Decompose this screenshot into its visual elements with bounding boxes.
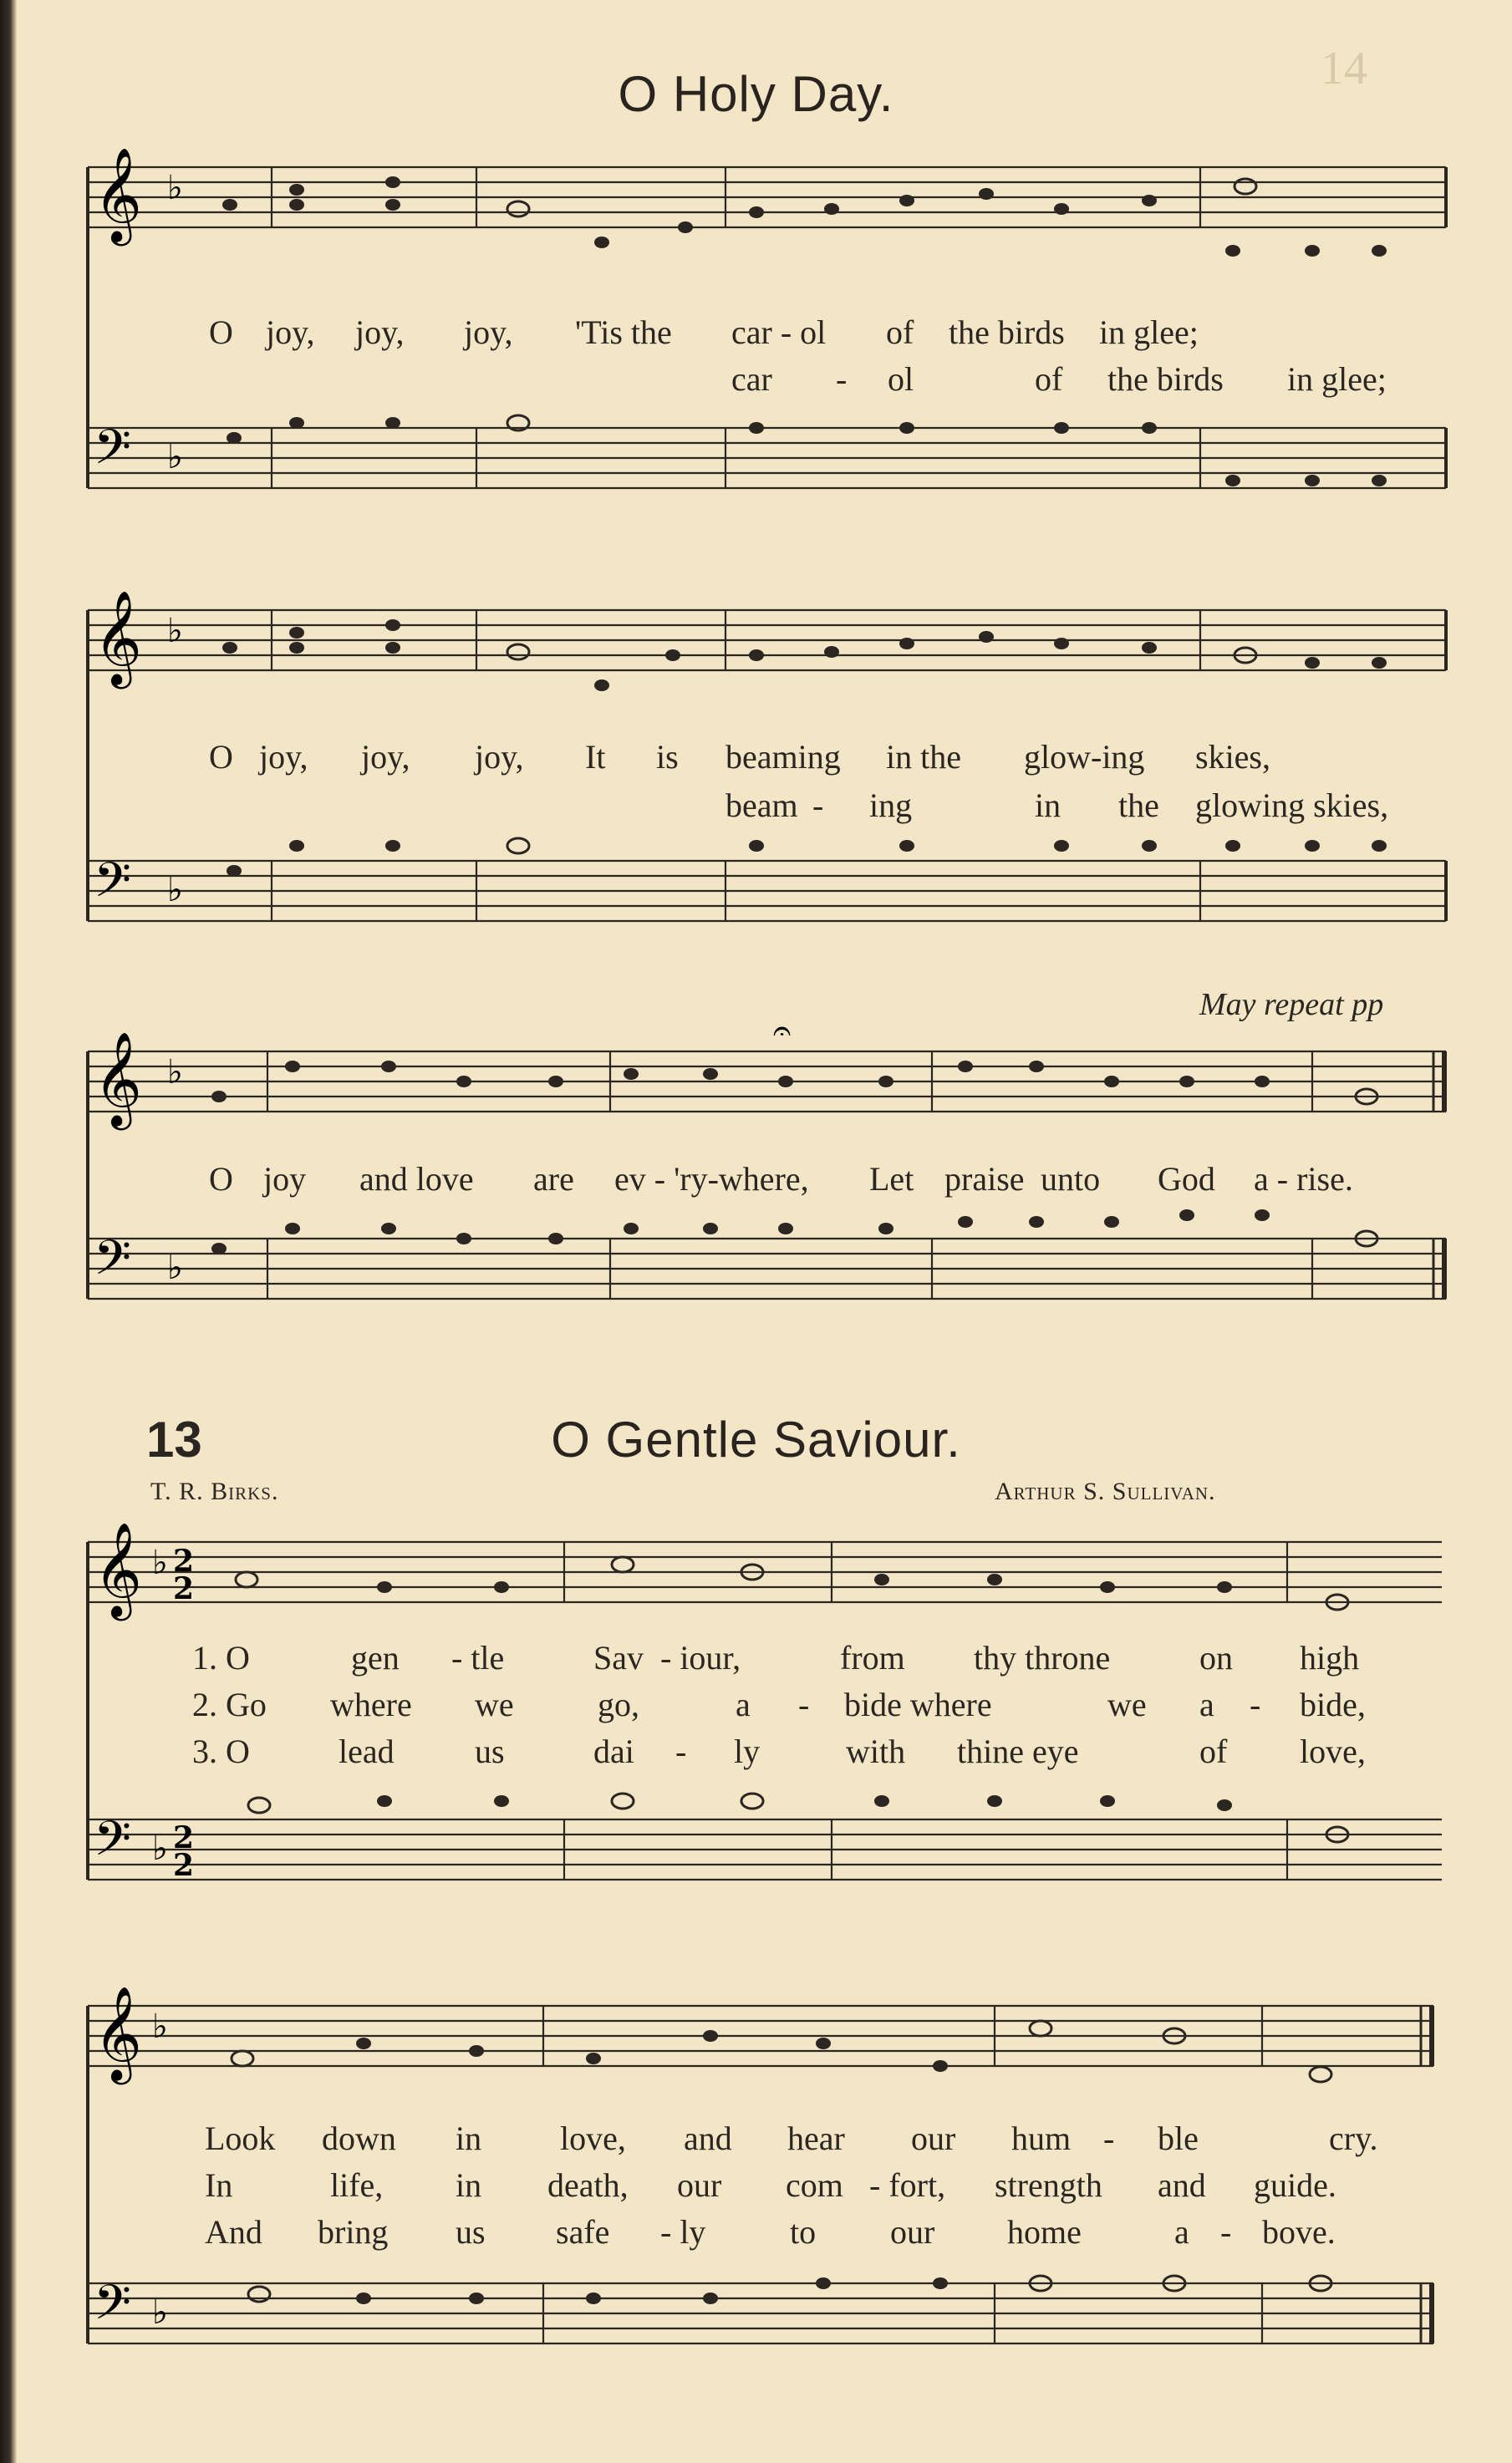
treble-clef-icon: 𝄞 [94, 147, 142, 242]
bass-clef-icon: 𝄢 [94, 852, 132, 920]
lyric: - ly [660, 2213, 706, 2251]
lyric: love, [560, 2120, 626, 2157]
lyric: of [1035, 360, 1063, 398]
lyric: from [840, 1639, 905, 1677]
lyric: - [675, 1733, 687, 1770]
lyric: ev - 'ry-where, [614, 1160, 809, 1198]
lyric: high [1300, 1639, 1360, 1677]
lyric: glowing skies, [1195, 786, 1389, 824]
lyric: praise [944, 1160, 1025, 1198]
flat-icon: ♭ [167, 871, 183, 909]
lyric: bide where [844, 1686, 992, 1723]
lyric: ly [734, 1733, 761, 1770]
lyric: go, [598, 1686, 639, 1723]
lyric: God [1158, 1160, 1215, 1198]
lyric: skies, [1195, 738, 1270, 776]
lyric: of [886, 313, 914, 351]
lyric: ble [1158, 2120, 1199, 2157]
lyric: 3. O [192, 1733, 250, 1770]
lyric: - [1250, 1686, 1261, 1723]
flat-icon: ♭ [152, 1544, 168, 1582]
lyric: cry. [1329, 2120, 1378, 2157]
lyric: death, [547, 2166, 629, 2204]
lyric: joy, [464, 313, 513, 351]
lyric: O [209, 313, 233, 351]
svg-text:2: 2 [173, 1820, 195, 1855]
lyric: It [585, 738, 606, 776]
lyric: of [1199, 1733, 1228, 1770]
bass-clef-icon: 𝄢 [94, 419, 132, 487]
lyric: - [798, 1686, 810, 1723]
lyric: and [684, 2120, 732, 2157]
bleed-through-page-number: 14 [1321, 43, 1367, 94]
lyric: guide. [1254, 2166, 1336, 2204]
lyric: joy, [355, 313, 405, 351]
lyric: the birds [1107, 360, 1224, 398]
lyric: ol [888, 360, 914, 398]
lyric: where [330, 1686, 412, 1723]
lyric: - [1103, 2120, 1115, 2157]
lyric: in glee; [1099, 313, 1199, 351]
lyric: our [890, 2213, 935, 2251]
lyric: bove. [1262, 2213, 1336, 2251]
svg-text:2: 2 [173, 1848, 195, 1883]
treble-clef-icon: 𝄞 [94, 590, 142, 685]
flat-icon: ♭ [167, 1053, 183, 1092]
lyric: a [1174, 2213, 1189, 2251]
flat-icon: ♭ [152, 2008, 168, 2046]
flat-icon: ♭ [167, 169, 183, 207]
lyric: we [1107, 1686, 1147, 1723]
lyric: us [456, 2213, 486, 2251]
lyric: on [1199, 1639, 1233, 1677]
bass-clef-icon: 𝄢 [94, 1229, 132, 1298]
lyric: a [736, 1686, 751, 1723]
lyric: O [209, 738, 233, 776]
hymn-title: O Gentle Saviour. [551, 1412, 961, 1468]
lyric: car - ol [731, 313, 827, 351]
lyric: life, [330, 2166, 384, 2204]
lyric: in [456, 2120, 482, 2157]
svg-text:2: 2 [173, 1571, 195, 1606]
flat-icon: ♭ [152, 2293, 168, 2332]
lyric: Look [205, 2120, 276, 2157]
lyric: car [731, 360, 772, 398]
lyric: home [1007, 2213, 1082, 2251]
lyric: - [812, 786, 824, 824]
lyric: Sav [593, 1639, 644, 1677]
lyric: are [533, 1160, 574, 1198]
lyric: our [677, 2166, 722, 2204]
lyric: beam [725, 786, 798, 824]
lyric: in [1035, 786, 1061, 824]
lyric: joy, [259, 738, 308, 776]
lyric: a [1199, 1686, 1214, 1723]
lyric: - iour, [660, 1639, 741, 1677]
lyric: joy, [361, 738, 410, 776]
performance-annotation: May repeat pp [1199, 987, 1384, 1022]
flat-icon: ♭ [152, 1829, 168, 1868]
lyric: joy [263, 1160, 307, 1198]
bass-clef-icon: 𝄢 [94, 1810, 132, 1879]
lyric: dai [593, 1733, 634, 1770]
lyric: - [836, 360, 848, 398]
lyric: - [1220, 2213, 1232, 2251]
lyric: Let [869, 1160, 914, 1198]
lyric: and [1158, 2166, 1206, 2204]
lyric: we [475, 1686, 514, 1723]
flat-icon: ♭ [167, 438, 183, 476]
lyric: in glee; [1287, 360, 1387, 398]
lyric: the birds [949, 313, 1065, 351]
lyric: joy, [266, 313, 315, 351]
lyric: safe [556, 2213, 610, 2251]
lyric: 'Tis the [575, 313, 672, 351]
fermata-icon: 𝄐 [773, 1012, 792, 1049]
lyric: in the [886, 738, 961, 776]
lyric: gen [351, 1639, 400, 1677]
lyric: And [205, 2213, 262, 2251]
lyric: the [1118, 786, 1159, 824]
lyric: in [456, 2166, 482, 2204]
treble-clef-icon: 𝄞 [94, 1986, 142, 2081]
lyric: our [911, 2120, 956, 2157]
lyric: joy, [475, 738, 524, 776]
author-credit: T. R. Birks. [150, 1478, 279, 1505]
hymn-title: O Holy Day. [618, 66, 894, 122]
lyric: with [846, 1733, 906, 1770]
composer-credit: Arthur S. Sullivan. [995, 1478, 1216, 1505]
lyric: thy throne [974, 1639, 1111, 1677]
lyric: unto [1041, 1160, 1101, 1198]
lyric: thine eye [957, 1733, 1079, 1770]
lyric: down [322, 2120, 396, 2157]
lyric: 2. Go [192, 1686, 267, 1723]
treble-clef-icon: 𝄞 [94, 1522, 142, 1617]
lyric: to [790, 2213, 817, 2251]
treble-clef-icon: 𝄞 [94, 1031, 142, 1127]
flat-icon: ♭ [167, 612, 183, 650]
lyric: O [209, 1160, 233, 1198]
lyric: and love [359, 1160, 474, 1198]
lyric: is [656, 738, 679, 776]
lyric: beaming [725, 738, 841, 776]
lyric: In [205, 2166, 233, 2204]
lyric: us [475, 1733, 505, 1770]
lyric: 1. O [192, 1639, 250, 1677]
lyric: com [786, 2166, 843, 2204]
lyric: a - rise. [1254, 1160, 1353, 1198]
lyric: strength [995, 2166, 1102, 2204]
lyric: hear [787, 2120, 845, 2157]
lyric: bring [318, 2213, 389, 2251]
lyric: ing [869, 786, 913, 824]
hymn-number: 13 [146, 1412, 202, 1468]
lyric: glow-ing [1024, 738, 1145, 776]
svg-text:2: 2 [173, 1544, 195, 1579]
bass-clef-icon: 𝄢 [94, 2274, 132, 2343]
flat-icon: ♭ [167, 1249, 183, 1287]
lyric: hum [1011, 2120, 1072, 2157]
lyric: - fort, [869, 2166, 946, 2204]
lyric: - tle [451, 1639, 505, 1677]
lyric: love, [1300, 1733, 1366, 1770]
lyric: lead [339, 1733, 395, 1770]
lyric: bide, [1300, 1686, 1366, 1723]
